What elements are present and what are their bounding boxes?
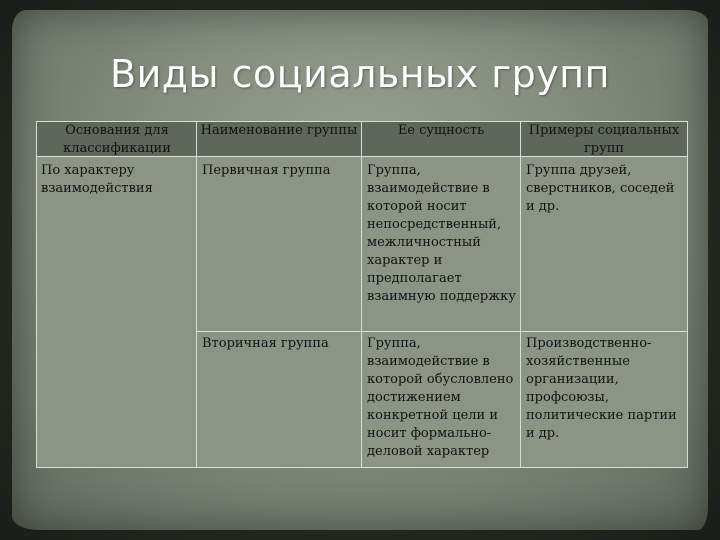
row-divider (196, 331, 687, 332)
table-cell-examples: Группа друзей, сверстников, соседей и др. (526, 163, 675, 214)
table-cell-essence: Группа, взаимодействие в которой носит непосредственный, межличностный характер и предполагает взаимную поддержку (367, 163, 516, 304)
slide-title: Виды социальных групп (110, 52, 610, 96)
table-cell-basis: По характеру взаимодействия (41, 163, 153, 196)
header-cell-basis: Основания для классификации (63, 123, 171, 156)
column-divider (361, 122, 362, 467)
table-cell-examples: Производственно-хозяйственные организации, профсоюзы, политические партии и др. (526, 336, 677, 441)
table-cell-group-name: Первичная группа (202, 163, 331, 178)
table-cell-essence: Группа, взаимодействие в которой обусловлено достижением конкретной цели и носит формально-деловой характер (367, 336, 514, 459)
header-cell-essence: Ее сущность (397, 123, 485, 138)
table-cell-group-name: Вторичная группа (202, 336, 329, 351)
header-cell-examples: Примеры социальных групп (528, 123, 680, 156)
classification-table (36, 121, 688, 468)
column-divider (196, 122, 197, 467)
header-cell-group-name: Наименование группы (200, 123, 358, 138)
column-divider (520, 122, 521, 467)
